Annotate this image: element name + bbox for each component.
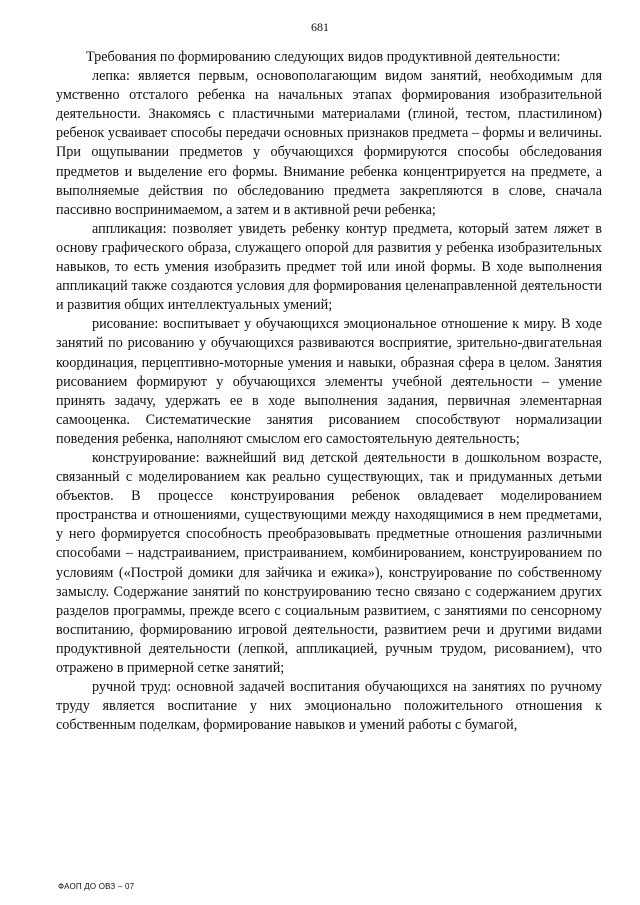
paragraph-manual-labor: ручной труд: основной задачей воспитания обучающихся на занятиях по ручному труду является воспитание у них эмоционально положительного отношения к собственным поделкам, формирование навыков и умений работы с бумагой, bbox=[56, 679, 602, 734]
paragraph-applique: аппликация: позволяет увидеть ребенку контур предмета, который затем ляжет в основу графического образа, служащего опорой для развития у ребенка изобразительных навыков, то есть умения изобразить предмет той или иной формы. В ходе выполнения аппликаций также создаются условия для формирования целенаправленной деятельности и развития общих интеллектуальных умений; bbox=[56, 220, 602, 314]
paragraph-modeling: лепка: является первым, основополагающим видом занятий, необходимым для умственно отсталого ребенка на начальных этапах формирования изобразительной деятельности. Знакомясь с пластичными материалами (глиной, тестом, пластилином) ребенок усваивает способы передачи основных признаков предмета – формы и величины. При ощупывании предметов у обучающихся формируются способы обследования предметов и выделение его формы. Внимание ребенка концентрируется на предмете, а выполняемые действия по обследованию предмета закрепляются в слове, сначала пассивно воспринимаемом, а затем и в активной речи ребенка; bbox=[56, 68, 602, 218]
page-number: 681 bbox=[311, 20, 329, 34]
footer-doc-code: ФАОП ДО ОВЗ – 07 bbox=[58, 882, 135, 891]
paragraph-construction: конструирование: важнейший вид детской деятельности в дошкольном возрасте, связанный с моделированием как реально существующих, так и придуманных детьми объектов. В процессе конструирования ребенок овладевает моделированием пространства и отношениями, существующими между находящимися в нем предметами, у него формируется способность преобразовывать предметные отношения различными способами – надстраиванием, пристраиванием, комбинированием, конструированием по условиям («Построй домики для зайчика и ежика»), конструирование по собственному замыслу. Содержание занятий по конструированию тесно связано с содержанием других разделов программы, прежде всего с социальным развитием, с занятиями по сенсорному воспитанию, формированию игровой деятельности, развитием речи и другими видами продуктивной деятельности (лепкой, аппликацией, ручным трудом, рисованием), что отражено в примерной сетке занятий; bbox=[56, 449, 602, 676]
body-text bbox=[56, 48, 602, 735]
paragraph-drawing: рисование: воспитывает у обучающихся эмоциональное отношение к миру. В ходе занятий по рисованию у обучающихся развиваются восприятие, зрительно-двигательная координация, перцептивно-моторные умения и навыки, образная сфера в целом. Занятия рисованием формируют у обучающихся элементы учебной деятельности – умение принять задачу, удержать ее в ходе выполнения задания, первичная элементарная самооценка. Систематические занятия рисованием способствуют нормализации поведения ребенка, наполняют смыслом его самостоятельную деятельность; bbox=[56, 316, 602, 447]
intro-line: Требования по формированию следующих видов продуктивной деятельности: bbox=[86, 49, 561, 65]
